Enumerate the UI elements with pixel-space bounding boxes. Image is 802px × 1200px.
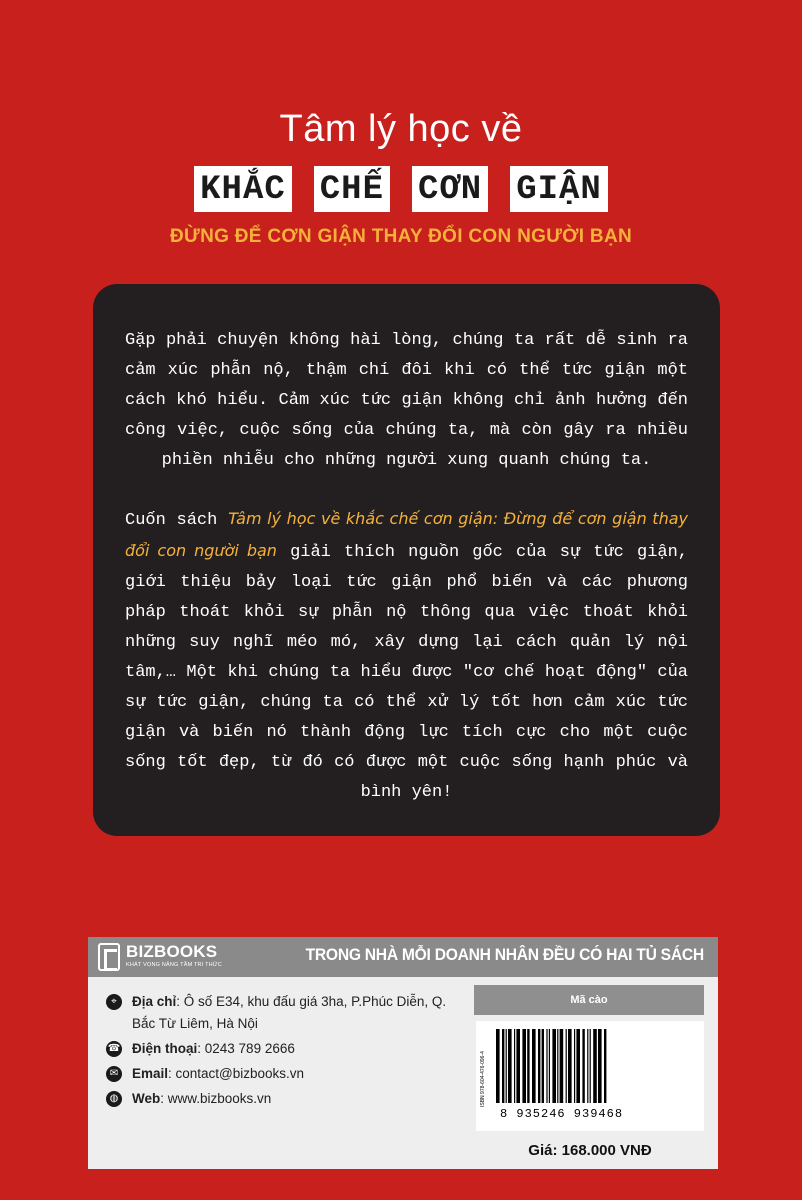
barcode: [476, 1021, 704, 1131]
location-icon: ⌖: [106, 994, 122, 1010]
phone-value: : 0243 789 2666: [197, 1041, 295, 1056]
blurb-panel: [93, 284, 720, 836]
barcode-bar: [593, 1029, 597, 1103]
title-word-1: KHẮC: [194, 166, 292, 212]
barcode-bar: [598, 1029, 602, 1103]
logo-mark-icon: [98, 943, 120, 971]
barcode-bar: [532, 1029, 536, 1103]
barcode-bar: [574, 1029, 575, 1103]
barcode-bar: [566, 1029, 567, 1103]
phone-icon: ☎: [106, 1041, 122, 1057]
web-icon: ◍: [106, 1091, 122, 1107]
barcode-bar: [508, 1029, 512, 1103]
barcode-bar: [522, 1029, 526, 1103]
email-icon: ✉: [106, 1066, 122, 1082]
barcode-bar: [538, 1029, 540, 1103]
logo-tagline: KHÁT VỌNG NÂNG TẦM TRI THỨC: [126, 962, 222, 968]
barcode-bar: [604, 1029, 606, 1103]
price-label: Giá: 168.000 VNĐ: [528, 1142, 652, 1159]
barcode-bars: [476, 1021, 704, 1107]
title-word-4: GIẬN: [510, 166, 608, 212]
barcode-bar: [552, 1029, 556, 1103]
blurb-para2-start: Cuốn sách: [125, 511, 229, 530]
barcode-bar: [502, 1029, 504, 1103]
subtitle: ĐỪNG ĐỂ CƠN GIẬN THAY ĐỔI CON NGƯỜI BẠN: [169, 226, 632, 247]
barcode-bar: [546, 1029, 547, 1103]
email-row: [106, 1063, 466, 1085]
title-line-1: Tâm lý học về: [279, 108, 523, 150]
barcode-bar: [549, 1029, 550, 1103]
blurb-para2-rest: giải thích nguồn gốc của sự tức giận, giới thiệu bảy loại tức giận phổ biến và các phương pháp thoát khỏi sự phẫn nộ thông qua việc thoát khỏi những suy nghĩ méo mó, xây dựng lại cách quản lý nội tâm,… Một khi chúng ta hiểu được "cơ chế hoạt động" của sự tức giận, chúng ta có thể xử lý tốt hơn cảm xúc tức giận và biến nó thành động lực tích cực cho một cuộc sống tốt đẹp, từ đó có được một cuộc sống hạnh phúc và bình yên!: [125, 543, 688, 802]
web-label: Web: [132, 1091, 161, 1106]
barcode-bar: [587, 1029, 588, 1103]
barcode-bar: [557, 1029, 558, 1103]
email-label: Email: [132, 1066, 169, 1081]
address-row: [106, 991, 466, 1035]
title-word-3: CƠN: [412, 166, 488, 212]
barcode-bar: [582, 1029, 584, 1103]
email-value: : contact@bizbooks.vn: [168, 1066, 305, 1081]
address-label: Địa chỉ: [132, 994, 177, 1009]
phone-label: Điện thoại: [132, 1041, 198, 1056]
barcode-bar: [560, 1029, 564, 1103]
isbn-vertical-text: ISBN 978-604-476-096-4: [480, 1051, 486, 1107]
publisher-footer: [88, 937, 718, 1169]
barcode-bar: [516, 1029, 520, 1103]
phone-row: [106, 1038, 466, 1060]
title-word-2: CHẾ: [314, 166, 390, 212]
logo-text: BIZBOOKS: [126, 942, 218, 961]
barcode-bar: [527, 1029, 529, 1103]
blurb-book-title: Tâm lý học về khắc chế cơn giận: Đừng để cơn giận thay đổi con người bạn: [125, 509, 688, 560]
address-value: : Ô số E34, khu đấu giá 3ha, P.Phúc Diễn, Q. Bắc Từ Liêm, Hà Nội: [132, 994, 447, 1031]
contact-info: [106, 991, 466, 1113]
bizbooks-logo: [98, 941, 228, 973]
footer-header-bar: [88, 937, 718, 977]
barcode-number: 8 935246 939468: [500, 1107, 624, 1121]
scratch-code-area: Mã cào: [474, 985, 704, 1015]
blurb-paragraph-2: [125, 504, 688, 808]
publisher-slogan: TRONG NHÀ MỖI DOANH NHÂN ĐỀU CÓ HAI TỦ SÁCH: [305, 945, 704, 964]
barcode-bar: [576, 1029, 580, 1103]
barcode-bar: [590, 1029, 591, 1103]
web-row: [106, 1088, 466, 1110]
web-value: : www.bizbooks.vn: [160, 1091, 272, 1106]
barcode-bar: [568, 1029, 572, 1103]
title-line-2: [0, 166, 802, 212]
blurb-paragraph-1: Gặp phải chuyện không hài lòng, chúng ta rất dễ sinh ra cảm xúc phẫn nộ, thậm chí đôi khi có thể tức giận một cách khó hiểu. Cảm xúc tức giận không chỉ ảnh hưởng đến công việc, cuộc sống của chúng ta, mà còn gây ra nhiều phiền nhiễu cho những người xung quanh chúng ta.: [125, 331, 688, 470]
barcode-bar: [514, 1029, 515, 1103]
barcode-bar: [506, 1029, 507, 1103]
barcode-bar: [542, 1029, 544, 1103]
barcode-bar: [496, 1029, 500, 1103]
